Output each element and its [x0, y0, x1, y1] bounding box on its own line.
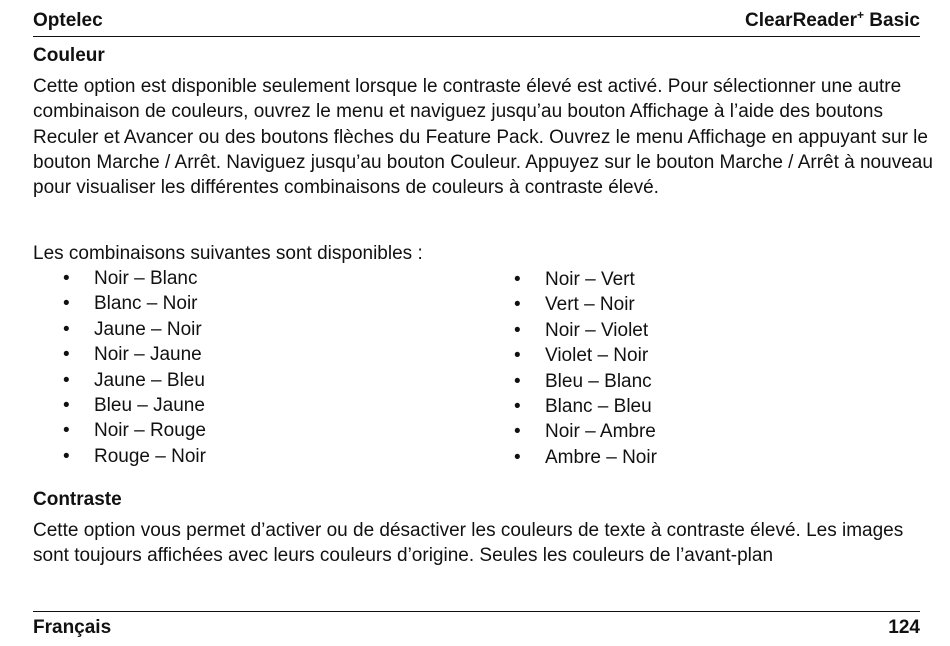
list-item: • Rouge – Noir	[33, 444, 206, 469]
list-item: • Bleu – Jaune	[33, 393, 206, 418]
header-product	[745, 10, 920, 32]
section-title-contraste: Contraste	[33, 489, 122, 510]
list-item: • Bleu – Blanc	[484, 369, 657, 394]
footer-language: Français	[33, 617, 112, 638]
list-item: • Ambre – Noir	[484, 445, 657, 470]
list-item: • Jaune – Noir	[33, 317, 206, 342]
header-product-name: ClearReader	[745, 10, 857, 31]
header-product-suffix: Basic	[864, 10, 920, 31]
color-list-right	[484, 267, 657, 470]
page-footer	[33, 611, 920, 640]
list-item: • Noir – Blanc	[33, 266, 206, 291]
list-item: • Jaune – Bleu	[33, 368, 206, 393]
section-title-couleur: Couleur	[33, 45, 105, 66]
paragraph-contraste: Cette option vous permet d’activer ou de désactiver les couleurs de texte à contraste élevé. Les images sont toujours affichées avec leurs couleurs d’origine. Seules les couleurs de l’avant-plan	[33, 520, 904, 567]
list-item: • Noir – Vert	[484, 267, 657, 292]
paragraph-couleur: Cette option est disponible seulement lorsque le contraste élevé est activé. Pour sélectionner une autre combinaison de couleurs, ouvrez le menu et naviguez jusqu’au bouton Affichage à l’aide des boutons Reculer et Avancer ou des boutons flèches du Feature Pack. Ouvrez le menu Affichage en appuyant sur le bouton Marche / Arrêt. Naviguez jusqu’au bouton Couleur. Appuyez sur le bouton Marche / Arrêt à nouveau pour visualiser les différentes combinaisons de couleurs à contraste élevé.	[33, 76, 933, 199]
list-item: • Vert – Noir	[484, 292, 657, 317]
footer-page-number: 124	[888, 617, 920, 638]
list-item: • Blanc – Noir	[33, 291, 206, 316]
list-item: • Noir – Rouge	[33, 418, 206, 443]
list-item: • Noir – Ambre	[484, 419, 657, 444]
header-brand: Optelec	[33, 10, 103, 31]
page-header	[33, 10, 920, 37]
list-item: • Noir – Jaune	[33, 342, 206, 367]
header-product-sup: +	[857, 8, 865, 22]
list-item: • Blanc – Bleu	[484, 394, 657, 419]
list-intro: Les combinaisons suivantes sont disponibles :	[33, 243, 423, 264]
list-item: • Violet – Noir	[484, 343, 657, 368]
color-list-left	[33, 266, 206, 469]
list-item: • Noir – Violet	[484, 318, 657, 343]
